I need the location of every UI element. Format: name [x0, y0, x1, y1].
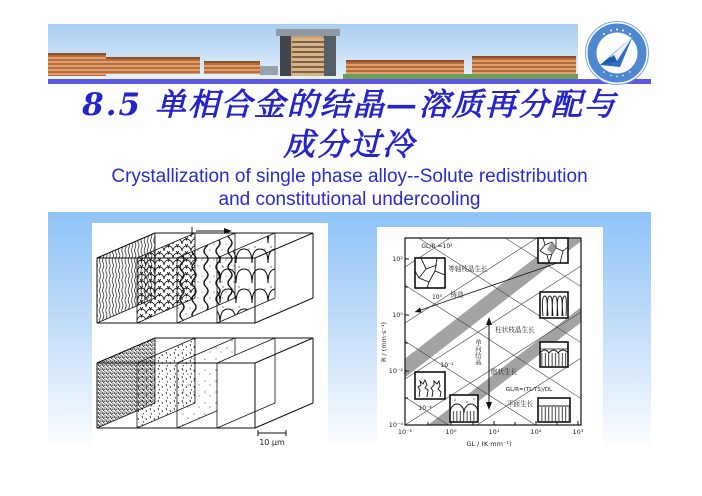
building-gray-small: [260, 66, 278, 75]
header-divider: [48, 79, 651, 84]
label-planar-growth: 平面生长: [506, 400, 534, 408]
inset-equiaxed-grains: [415, 258, 445, 288]
label-cellular-growth: 胞状生长: [490, 368, 518, 376]
building-left-small: [204, 61, 260, 74]
iso-label-100: 10⁰: [431, 294, 443, 301]
label-casting: 铸造: [450, 291, 464, 299]
x-tick: 10¹: [488, 428, 500, 436]
top-specimen-box: [97, 233, 313, 323]
regime-diagram: [377, 227, 603, 458]
inset-fine-grains: [538, 238, 568, 263]
y-axis-label: R / (mm·s⁻¹): [380, 321, 388, 363]
x-axis-label: GL / (K·mm⁻¹): [466, 440, 512, 448]
tower-windows: [292, 38, 324, 76]
university-logo: [584, 20, 650, 86]
y-tick-labels: [389, 255, 404, 429]
y-tick: 10⁰: [392, 311, 403, 319]
building-right-block: [472, 56, 576, 74]
title-en-line2: and constitutional undercooling: [218, 189, 481, 210]
title-zh-line2: 成分过冷: [283, 127, 416, 163]
scale-bar: [258, 430, 286, 447]
interface-morphology-drawing: [92, 223, 328, 452]
bottom-specimen-box: [97, 338, 313, 428]
iso-label-gr102: GL/R =10²: [421, 243, 453, 250]
building-left-block: [48, 53, 106, 76]
inset-planar-front: [538, 398, 570, 422]
title-en-line1: Crystallization of single phase alloy--Solute redistribution: [111, 166, 588, 187]
label-directional-solidification: 单向结晶: [474, 339, 482, 365]
iso-label-10-2: 10⁻²: [440, 362, 454, 369]
growth-direction-arrow: [192, 227, 232, 235]
label-columnar-growth: 柱状枝晶生长: [495, 326, 535, 334]
inset-cell-domes: [450, 395, 478, 422]
title-zh-line1: 8.5 单相合金的结晶—溶质再分配与: [82, 87, 617, 123]
iso-label-10-4: 10⁻⁴: [418, 405, 432, 412]
y-tick: 10⁻⁴: [388, 421, 403, 429]
y-tick: 10²: [392, 255, 403, 263]
figure-interface-morphology: [92, 223, 328, 452]
x-tick: 10²: [530, 428, 542, 436]
campus-photo: [48, 24, 578, 79]
tower-roof: [276, 29, 340, 36]
x-tick: 10⁻¹: [397, 428, 413, 436]
label-criterion-formula: GL/R=(TL-TS)/DL: [505, 387, 553, 393]
inset-columnar-loops: [540, 292, 568, 318]
building-right-row: [346, 60, 464, 74]
x-tick-labels: [398, 428, 584, 436]
label-equiaxed-growth: 等轴枝晶生长: [448, 265, 488, 273]
scale-bar-label: 10 μm: [259, 438, 285, 447]
inset-dendrites: [415, 372, 445, 399]
inset-cellular-dendrite: [540, 342, 568, 367]
directional-arrow: [486, 317, 492, 410]
x-tick: 10⁰: [445, 428, 457, 436]
y-tick: 10⁻²: [388, 367, 403, 375]
x-tick: 10³: [572, 428, 584, 436]
building-main-tower: [280, 34, 336, 76]
figure-growth-regime-chart: [377, 227, 603, 458]
